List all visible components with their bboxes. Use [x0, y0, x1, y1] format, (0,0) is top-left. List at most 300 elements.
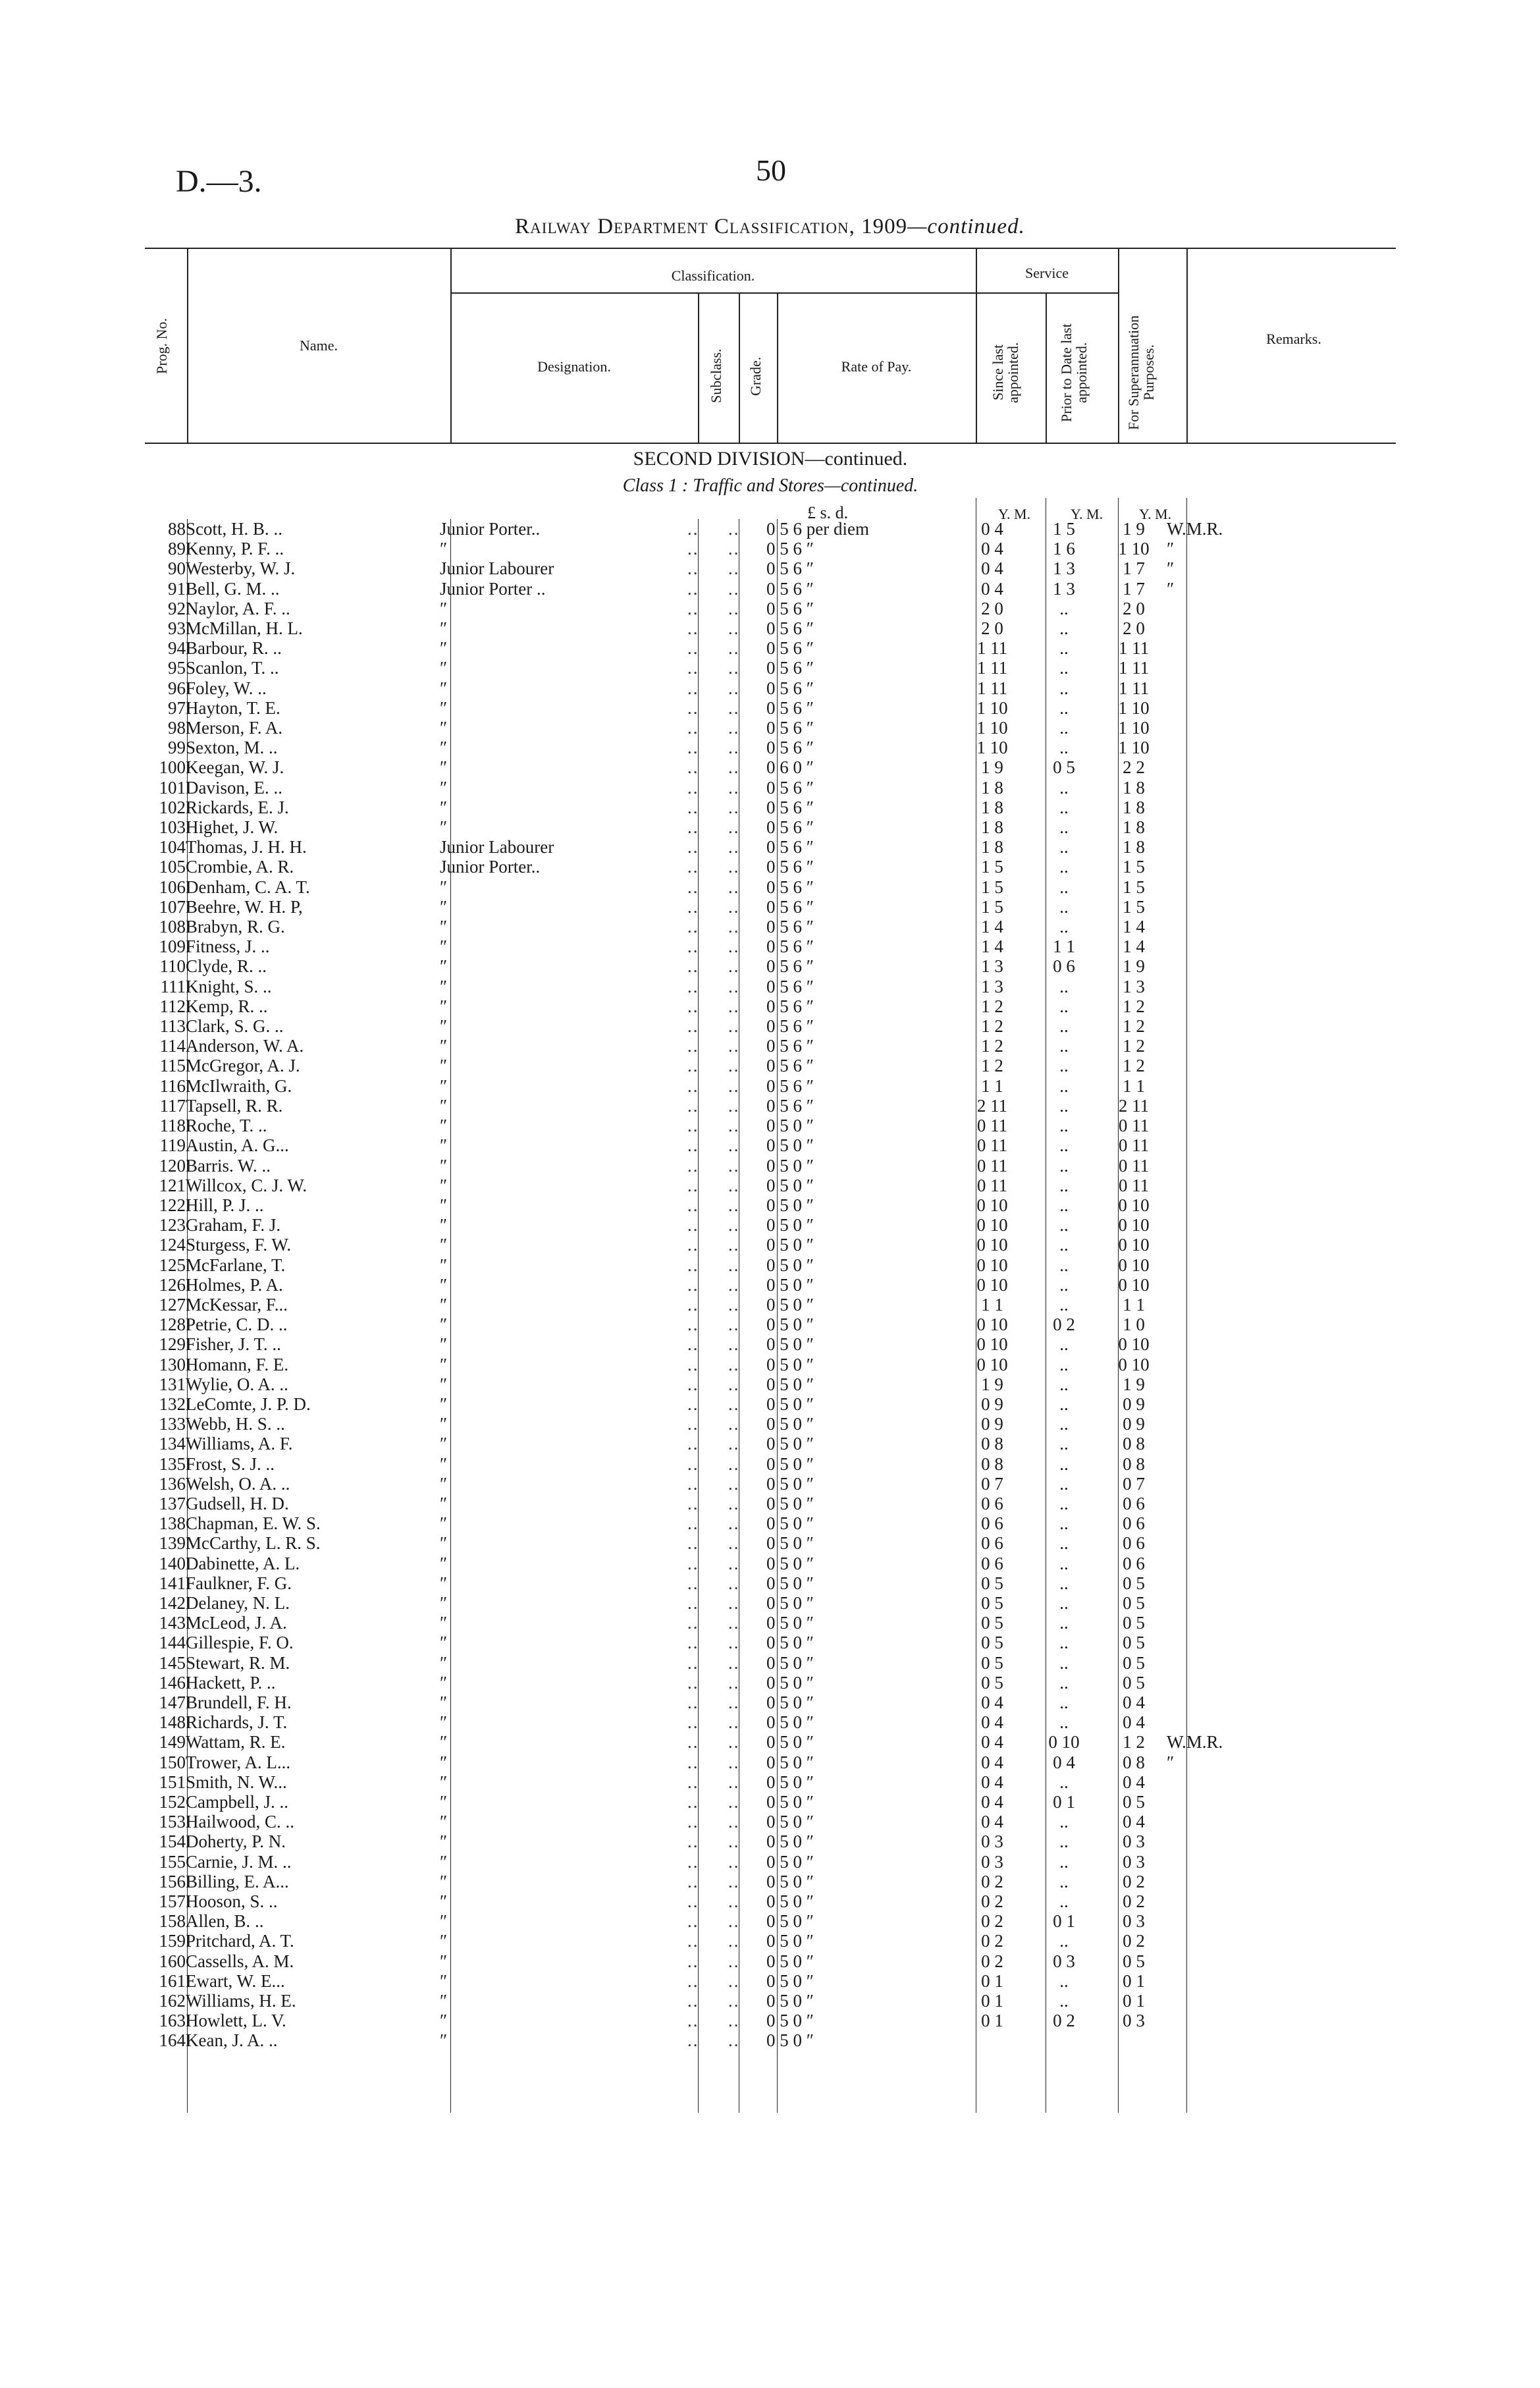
remarks-cell: [1167, 996, 1252, 1016]
leader-dots: ..: [687, 1672, 699, 1693]
rate-of-pay-cell: 0 5 0 ″: [766, 1274, 814, 1295]
subclass-cell: [687, 1633, 728, 1652]
leader-dots: ..: [728, 1056, 740, 1076]
leader-dots: ..: [728, 1274, 740, 1295]
employee-name-cell: Barbour, R. ..: [186, 638, 282, 659]
leader-dots: ..: [687, 1851, 699, 1872]
table-row: [145, 738, 1252, 757]
table-row: [145, 757, 1252, 777]
grade-cell: [728, 1951, 766, 1971]
leader-dots: ..: [728, 678, 740, 698]
subclass-cell: [687, 1931, 728, 1951]
grade-cell: [728, 738, 766, 757]
grade-cell: [728, 638, 766, 658]
header-remarks: Remarks.: [1266, 331, 1321, 347]
remarks-cell: [1167, 1295, 1252, 1315]
designation-cell: ″: [440, 1573, 448, 1593]
rate-of-pay-cell: 0 5 0 ″: [766, 1155, 814, 1176]
leader-dots: ..: [728, 976, 740, 996]
leader-dots: ..: [687, 1394, 699, 1414]
designation-cell: ″: [440, 1274, 448, 1295]
table-row: [145, 1971, 1252, 1991]
service-superannuation-cell: 1 8: [1123, 777, 1145, 798]
service-since-last-cell: 1 1: [981, 1294, 1003, 1315]
employee-name-cell: Smith, N. W...: [186, 1772, 287, 1792]
leader-dots: ..: [728, 1672, 740, 1693]
table-row: [145, 1215, 1252, 1235]
leader-dots: ..: [687, 539, 699, 559]
table-row: [145, 996, 1252, 1016]
table-row: [145, 1255, 1252, 1275]
leader-dots: ..: [728, 1951, 740, 1971]
leader-dots: ..: [728, 638, 740, 659]
prog-no-cell: 158: [159, 1911, 186, 1932]
remarks-cell: [1167, 1454, 1252, 1474]
service-since-last-cell: 0 10: [976, 1235, 1008, 1255]
grade-cell: [728, 1374, 766, 1394]
rate-of-pay-cell: 0 5 6 ″: [766, 539, 814, 559]
remarks-cell: [1167, 738, 1252, 757]
employee-name-cell: Bell, G. M. ..: [186, 578, 280, 599]
prog-no-cell: 95: [168, 658, 186, 678]
prog-no-cell: 138: [159, 1513, 186, 1534]
grade-cell: [728, 1911, 766, 1931]
subclass-cell: [687, 1693, 728, 1712]
service-since-last-cell: 0 5: [981, 1652, 1003, 1673]
subclass-cell: [687, 1573, 728, 1593]
prog-no-cell: 135: [159, 1453, 186, 1474]
employee-name-cell: McKessar, F...: [186, 1294, 288, 1315]
employee-name-cell: Clyde, R. ..: [186, 956, 267, 977]
classification-table: [145, 248, 1396, 2368]
service-superannuation-cell: 0 8: [1123, 1752, 1145, 1772]
service-prior-cell: ..: [1059, 877, 1069, 897]
subclass-cell: [687, 1076, 728, 1096]
service-superannuation-cell: 1 7: [1123, 578, 1145, 599]
grade-cell: [728, 1931, 766, 1951]
service-since-last-cell: 0 4: [981, 578, 1003, 599]
leader-dots: ..: [687, 757, 699, 778]
remarks-cell: ″: [1167, 539, 1175, 559]
subclass-cell: [687, 1792, 728, 1812]
service-since-last-cell: 0 3: [981, 1832, 1003, 1852]
leader-dots: ..: [728, 837, 740, 857]
designation-cell: ″: [440, 1931, 448, 1951]
subclass-cell: [687, 1832, 728, 1851]
col-rule: [698, 292, 699, 443]
designation-cell: ″: [440, 1334, 448, 1355]
prog-no-cell: 147: [159, 1692, 186, 1712]
designation-cell: ″: [440, 1315, 448, 1335]
grade-cell: [728, 1334, 766, 1354]
prog-no-cell: 163: [159, 2011, 186, 2031]
subclass-cell: [687, 857, 728, 877]
service-since-last-cell: 1 5: [981, 896, 1003, 917]
prog-no-cell: 143: [159, 1613, 186, 1633]
rate-of-pay-cell: 0 5 0 ″: [766, 1354, 814, 1374]
service-since-last-cell: 1 11: [976, 678, 1008, 698]
prog-no-cell: 133: [159, 1414, 186, 1434]
table-row: [145, 638, 1252, 658]
table-row: [145, 1554, 1252, 1573]
leader-dots: ..: [728, 1792, 740, 1812]
service-since-last-cell: 0 11: [976, 1155, 1008, 1176]
table-row: [145, 1613, 1252, 1633]
grade-cell: [728, 1156, 766, 1176]
service-prior-cell: ..: [1059, 718, 1069, 738]
leader-dots: ..: [728, 558, 740, 579]
rate-of-pay-cell: 0 5 6 ″: [766, 896, 814, 917]
table-row: [145, 558, 1252, 578]
service-superannuation-cell: 1 10: [1118, 539, 1150, 559]
table-row: [145, 1593, 1252, 1613]
table-row: [145, 897, 1252, 917]
grade-cell: [728, 678, 766, 698]
prog-no-cell: 144: [159, 1633, 186, 1653]
subclass-cell: [687, 1872, 728, 1891]
employee-name-cell: Campbell, J. ..: [186, 1792, 288, 1812]
leader-dots: ..: [728, 1533, 740, 1554]
grade-cell: [728, 1215, 766, 1235]
service-since-last-cell: 1 5: [981, 857, 1003, 877]
table-row: [145, 1812, 1252, 1832]
service-superannuation-cell: 1 1: [1123, 1075, 1145, 1096]
designation-cell: ″: [440, 1970, 448, 1991]
subclass-cell: [687, 1971, 728, 1991]
leader-dots: ..: [687, 877, 699, 897]
subclass-cell: [687, 1016, 728, 1036]
designation-cell: ″: [440, 1672, 448, 1693]
prior-units: Y. M.: [1071, 506, 1103, 522]
employee-name-cell: McCarthy, L. R. S.: [186, 1533, 321, 1554]
service-prior-cell: ..: [1059, 1095, 1069, 1116]
service-superannuation-cell: 2 0: [1123, 618, 1145, 639]
remarks-cell: [1167, 1076, 1252, 1096]
rate-of-pay-cell: 0 6 0 ″: [766, 757, 814, 778]
rate-of-pay-cell: 0 5 0 ″: [766, 1891, 814, 1912]
leader-dots: ..: [728, 1513, 740, 1534]
grade-cell: [728, 1673, 766, 1693]
rate-of-pay-cell: 0 5 0 ″: [766, 1712, 814, 1733]
grade-cell: [728, 977, 766, 996]
document-reference: D.—3.: [176, 164, 262, 199]
page-title: [0, 215, 1540, 239]
prog-no-cell: 134: [159, 1434, 186, 1454]
remarks-cell: [1167, 1355, 1252, 1374]
header-bottom-rule: [145, 443, 1396, 444]
service-prior-cell: 0 3: [1053, 1951, 1075, 1971]
service-superannuation-cell: 1 3: [1123, 976, 1145, 996]
grade-cell: [728, 1275, 766, 1295]
remarks-cell: [1167, 897, 1252, 917]
service-since-last-cell: 1 10: [976, 697, 1008, 718]
service-prior-cell: ..: [1059, 857, 1069, 877]
service-since-last-cell: 0 4: [981, 1732, 1003, 1752]
remarks-cell: ″: [1167, 558, 1175, 579]
remarks-cell: [1167, 658, 1252, 678]
table-row: [145, 1891, 1252, 1911]
service-prior-cell: ..: [1059, 1334, 1069, 1355]
remarks-cell: [1167, 1036, 1252, 1056]
prog-no-cell: 118: [159, 1116, 186, 1136]
grade-cell: [728, 798, 766, 817]
service-since-last-cell: 1 11: [976, 638, 1008, 659]
remarks-cell: [1167, 1931, 1252, 1951]
leader-dots: ..: [687, 1453, 699, 1474]
grade-cell: [728, 996, 766, 1016]
header-since-last: Since last appointed.: [990, 342, 1022, 404]
subclass-cell: [687, 558, 728, 578]
leader-dots: ..: [687, 1533, 699, 1554]
service-since-last-cell: 0 10: [976, 1315, 1008, 1335]
leader-dots: ..: [687, 1095, 699, 1116]
employee-name-cell: Doherty, P. N.: [186, 1832, 286, 1852]
remarks-cell: [1167, 1235, 1252, 1255]
rate-of-pay-cell: 0 5 0 ″: [766, 1911, 814, 1932]
subclass-cell: [687, 1056, 728, 1075]
grade-cell: [728, 1255, 766, 1275]
table-row: [145, 877, 1252, 897]
subclass-cell: [687, 1852, 728, 1872]
grade-cell: [728, 1414, 766, 1434]
remarks-cell: [1167, 1872, 1252, 1891]
table-row: [145, 1374, 1252, 1394]
designation-cell: ″: [440, 697, 448, 718]
service-since-last-cell: 1 4: [981, 917, 1003, 937]
leader-dots: ..: [728, 936, 740, 957]
prog-no-cell: 99: [168, 738, 186, 758]
rate-of-pay-cell: 0 5 0 ″: [766, 1851, 814, 1872]
designation-cell: ″: [440, 1116, 448, 1136]
leader-dots: ..: [687, 1553, 699, 1573]
subclass-cell: [687, 798, 728, 817]
employee-name-cell: McLeod, J. A.: [186, 1613, 287, 1633]
service-prior-cell: 0 10: [1048, 1732, 1080, 1752]
rate-of-pay-cell: 0 5 6 ″: [766, 837, 814, 857]
prog-no-cell: 107: [159, 896, 186, 917]
employee-name-cell: LeComte, J. P. D.: [186, 1394, 311, 1414]
service-since-last-cell: 0 7: [981, 1473, 1003, 1494]
grade-cell: [728, 1195, 766, 1215]
service-prior-cell: ..: [1059, 1175, 1069, 1195]
service-prior-cell: ..: [1059, 1255, 1069, 1275]
subclass-cell: [687, 897, 728, 917]
service-prior-cell: ..: [1059, 1613, 1069, 1633]
leader-dots: ..: [687, 1592, 699, 1613]
prog-no-cell: 122: [159, 1195, 186, 1215]
designation-cell: ″: [440, 2030, 448, 2051]
grade-cell: [728, 698, 766, 718]
table-row: [145, 798, 1252, 817]
rate-of-pay-cell: 0 5 0 ″: [766, 1116, 814, 1136]
employee-name-cell: Faulkner, F. G.: [186, 1573, 292, 1593]
leader-dots: ..: [728, 1712, 740, 1733]
designation-cell: ″: [440, 678, 448, 698]
prog-no-cell: 140: [159, 1553, 186, 1573]
service-prior-cell: 0 5: [1053, 757, 1075, 778]
table-row: [145, 956, 1252, 976]
employee-name-cell: Gudsell, H. D.: [186, 1493, 289, 1513]
remarks-cell: [1167, 1195, 1252, 1215]
service-prior-cell: ..: [1059, 1851, 1069, 1872]
designation-cell: ″: [440, 877, 448, 897]
leader-dots: ..: [687, 697, 699, 718]
subclass-cell: [687, 1951, 728, 1971]
since-units: Y. M.: [998, 506, 1031, 522]
remarks-cell: [1167, 2030, 1252, 2050]
leader-dots: ..: [728, 1374, 740, 1394]
service-since-last-cell: 0 4: [981, 558, 1003, 579]
employee-name-cell: Merson, F. A.: [186, 718, 283, 738]
service-prior-cell: ..: [1059, 837, 1069, 857]
service-superannuation-cell: 2 2: [1123, 757, 1145, 778]
subclass-cell: [687, 738, 728, 757]
designation-cell: ″: [440, 1633, 448, 1653]
remarks-cell: [1167, 2011, 1252, 2030]
service-prior-cell: ..: [1059, 1573, 1069, 1593]
service-prior-cell: ..: [1059, 1473, 1069, 1494]
grade-cell: [728, 877, 766, 897]
service-since-last-cell: 1 4: [981, 936, 1003, 957]
header-name: Name.: [299, 337, 338, 354]
grade-cell: [728, 1872, 766, 1891]
rate-of-pay-cell: 0 5 0 ″: [766, 1832, 814, 1852]
leader-dots: ..: [728, 1911, 740, 1932]
leader-dots: ..: [687, 1891, 699, 1912]
grade-cell: [728, 1832, 766, 1851]
service-superannuation-cell: 0 10: [1118, 1195, 1150, 1215]
employee-name-cell: Sexton, M. ..: [186, 738, 278, 758]
remarks-cell: [1167, 877, 1252, 897]
grade-cell: [728, 1891, 766, 1911]
grade-cell: [728, 1513, 766, 1533]
leader-dots: ..: [728, 1453, 740, 1474]
remarks-cell: [1167, 1096, 1252, 1116]
designation-cell: ″: [440, 777, 448, 798]
subclass-cell: [687, 1394, 728, 1414]
service-since-last-cell: 1 8: [981, 777, 1003, 798]
designation-cell: ″: [440, 1553, 448, 1573]
employee-name-cell: McGregor, A. J.: [186, 1056, 300, 1076]
leader-dots: ..: [687, 1712, 699, 1733]
leader-dots: ..: [728, 1931, 740, 1951]
table-row: [145, 1195, 1252, 1215]
subclass-cell: [687, 1891, 728, 1911]
subclass-cell: [687, 1434, 728, 1453]
service-superannuation-cell: 2 11: [1118, 1095, 1150, 1116]
header-subclass: Subclass.: [708, 348, 724, 404]
page-number: 50: [756, 153, 786, 187]
designation-cell: ″: [440, 1652, 448, 1673]
col-rule: [739, 292, 740, 443]
remarks-cell: [1167, 1275, 1252, 1295]
service-superannuation-cell: 0 2: [1123, 1871, 1145, 1891]
rate-of-pay-cell: 0 5 0 ″: [766, 1573, 814, 1593]
leader-dots: ..: [728, 1493, 740, 1513]
service-superannuation-cell: 1 10: [1118, 697, 1150, 718]
service-prior-cell: ..: [1059, 1891, 1069, 1912]
service-since-last-cell: 0 5: [981, 1672, 1003, 1693]
header-prog-no: Prog. No.: [153, 318, 170, 375]
table-row: [145, 1673, 1252, 1693]
prog-no-cell: 152: [159, 1792, 186, 1812]
leader-dots: ..: [687, 1792, 699, 1812]
table-row: [145, 917, 1252, 936]
grade-cell: [728, 1235, 766, 1255]
employee-name-cell: Graham, F. J.: [186, 1215, 281, 1235]
employee-name-cell: Denham, C. A. T.: [186, 877, 310, 897]
service-since-last-cell: 0 8: [981, 1453, 1003, 1474]
remarks-cell: ″: [1167, 1752, 1175, 1772]
prog-no-cell: 155: [159, 1851, 186, 1872]
designation-cell: ″: [440, 1513, 448, 1534]
service-since-last-cell: 0 9: [981, 1394, 1003, 1414]
leader-dots: ..: [728, 917, 740, 937]
rate-of-pay-cell: 0 5 0 ″: [766, 1991, 814, 2011]
header-classification: Classification.: [671, 267, 755, 284]
employee-name-cell: Hooson, S. ..: [186, 1891, 278, 1912]
grade-cell: [728, 1454, 766, 1474]
leader-dots: ..: [687, 1573, 699, 1593]
service-prior-cell: ..: [1059, 1493, 1069, 1513]
service-superannuation-cell: 1 10: [1118, 738, 1150, 758]
subclass-cell: [687, 1036, 728, 1056]
service-prior-cell: ..: [1059, 1991, 1069, 2011]
service-prior-cell: ..: [1059, 1155, 1069, 1176]
rate-of-pay-cell: 0 5 0 ″: [766, 1633, 814, 1653]
grade-cell: [728, 1991, 766, 2011]
service-prior-cell: 0 4: [1053, 1752, 1075, 1772]
service-superannuation-cell: 1 1: [1123, 1294, 1145, 1315]
designation-cell: ″: [440, 1891, 448, 1912]
rate-of-pay-cell: 0 5 6 ″: [766, 797, 814, 817]
designation-cell: ″: [440, 757, 448, 778]
grade-cell: [728, 718, 766, 738]
employee-name-cell: Hill, P. J. ..: [186, 1195, 264, 1215]
service-since-last-cell: 2 0: [981, 618, 1003, 639]
designation-cell: ″: [440, 956, 448, 977]
leader-dots: ..: [687, 658, 699, 678]
employee-name-cell: Holmes, P. A.: [186, 1274, 283, 1295]
grade-cell: [728, 1056, 766, 1075]
header-rate-of-pay: Rate of Pay.: [841, 358, 912, 375]
service-since-last-cell: 2 0: [981, 598, 1003, 618]
service-superannuation-cell: 1 2: [1123, 1732, 1145, 1752]
leader-dots: ..: [687, 837, 699, 857]
employee-name-cell: Homann, F. E.: [186, 1354, 289, 1374]
service-prior-cell: ..: [1059, 658, 1069, 678]
employee-name-cell: Gillespie, F. O.: [186, 1633, 294, 1653]
remarks-cell: [1167, 1792, 1252, 1812]
service-superannuation-cell: 0 3: [1123, 1911, 1145, 1932]
subclass-cell: [687, 1772, 728, 1792]
prog-no-cell: 137: [159, 1493, 186, 1513]
service-superannuation-cell: 0 6: [1123, 1533, 1145, 1554]
designation-cell: ″: [440, 1294, 448, 1315]
rate-of-pay-cell: 0 5 0 ″: [766, 1533, 814, 1554]
table-row: [145, 1931, 1252, 1951]
header-service: Service: [1025, 265, 1069, 281]
grade-cell: [728, 897, 766, 917]
designation-cell: ″: [440, 1374, 448, 1394]
employee-name-cell: Kean, J. A. ..: [186, 2030, 278, 2051]
subclass-cell: [687, 658, 728, 678]
service-since-last-cell: 0 9: [981, 1414, 1003, 1434]
rate-of-pay-cell: 0 5 0 ″: [766, 1931, 814, 1951]
prog-no-cell: 105: [159, 857, 186, 877]
designation-cell: ″: [440, 1434, 448, 1454]
service-superannuation-cell: 0 4: [1123, 1692, 1145, 1712]
